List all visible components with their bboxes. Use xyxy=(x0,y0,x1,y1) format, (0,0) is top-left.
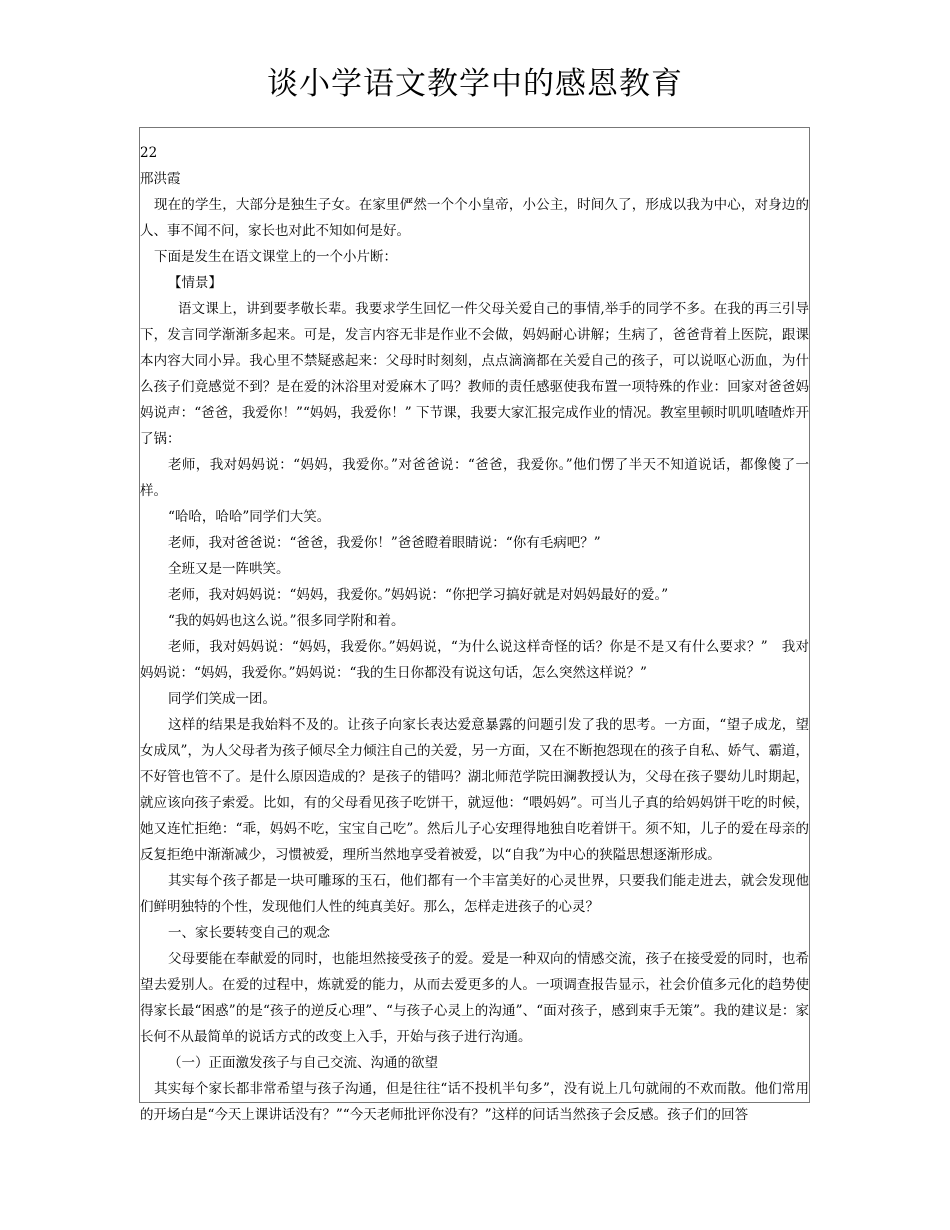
content-frame xyxy=(139,127,810,1123)
paragraph: “我的妈妈也这么说。”很多同学附和着。 xyxy=(168,613,405,629)
paragraph: 老师，我对妈妈说：“妈妈，我爱你。”对爸爸说：“爸爸，我爱你。”他们愣了半天不知道说话，都像傻了一样。 xyxy=(140,457,809,499)
paragraph: 其实每个孩子都是一块可雕琢的玉石，他们都有一个丰富美好的心灵世界，只要我们能走进去，就会发现他们鲜明独特的个性，发现他们人性的纯真美好。那么，怎样走进孩子的心灵？ xyxy=(140,873,809,915)
author-name: 邢洪霞 xyxy=(140,171,181,187)
article-body xyxy=(140,128,809,1128)
section-heading: 一、家长要转变自己的观念 xyxy=(168,925,330,941)
paragraph: 语文课上，讲到要孝敬长辈。我要求学生回忆一件父母关爱自己的事情,举手的同学不多。在我的再三引导下，发言同学渐渐多起来。可是，发言内容无非是作业不会做，妈妈耐心讲解；生病了，爸爸背着上医院，跟课本内容大同小异。我心里不禁疑惑起来：父母时时刻刻，点点滴滴都在关爱自己的孩子，可以说呕心沥血，为什么孩子们竟感觉不到？是在爱的沐浴里对爱麻木了吗？教师的责任感驱使我布置一项特殊的作业：回家对爸爸妈妈说声：“爸爸，我爱你！”“妈妈，我爱你！” 下节课，我要大家汇报完成作业的情况。教室里顿时叽叽喳喳炸开了锅： xyxy=(140,301,809,447)
paragraph: 这样的结果是我始料不及的。让孩子向家长表达爱意暴露的问题引发了我的思考。一方面，“望子成龙，望女成凤”，为人父母者为孩子倾尽全力倾注自己的关爱，另一方面，又在不断抱怨现在的孩子自私、娇气、霸道，不好管也管不了。是什么原因造成的？是孩子的错吗？湖北师范学院田澜教授认为，父母在孩子婴幼儿时期起，就应该向孩子索爱。比如，有的父母看见孩子吃饼干，就逗他：“喂妈妈”。可当儿子真的给妈妈饼干吃的时候，她又连忙拒绝：“乖，妈妈不吃，宝宝自己吃”。然后儿子心安理得地独自吃着饼干。须不知，儿子的爱在母亲的反复拒绝中渐渐减少，习惯被爱，理所当然地享受着被爱，以“自我”为中心的狭隘思想逐渐形成。 xyxy=(140,717,809,863)
paragraph: 其实每个家长都非常希望与孩子沟通，但是往往“话不投机半句多”，没有说上几句就闹的不欢而散。他们常用的开场白是“今天上课讲话没有？”“今天老师批评你没有？”这样的问话当然孩子会反感。孩子们的回答 xyxy=(140,1081,809,1123)
section-label: 【情景】 xyxy=(168,275,222,291)
paragraph: 老师，我对妈妈说：“妈妈，我爱你。”妈妈说：“你把学习搞好就是对妈妈最好的爱。” xyxy=(168,587,669,603)
article-number: 22 xyxy=(140,145,158,161)
paragraph: “哈哈，哈哈”同学们大笑。 xyxy=(168,509,331,525)
subsection-heading: （一）正面激发孩子与自己交流、沟通的欲望 xyxy=(168,1055,438,1071)
paragraph: 老师，我对爸爸说：“爸爸，我爱你！”爸爸瞪着眼睛说：“你有毛病吧？” xyxy=(168,535,601,551)
paragraph: 现在的学生，大部分是独生子女。在家里俨然一个个小皇帝，小公主，时间久了，形成以我为中心，对身边的人、事不闻不问，家长也对此不知如何是好。 xyxy=(140,197,809,239)
paragraph: 下面是发生在语文课堂上的一个小片断： xyxy=(154,249,397,265)
document-title: 谈小学语文教学中的感恩教育 xyxy=(267,66,683,102)
paragraph: 同学们笑成一团。 xyxy=(168,691,276,707)
paragraph: 老师，我对妈妈说：“妈妈，我爱你。”妈妈说，“为什么说这样奇怪的话？你是不是又有什么要求？” 我对妈妈说：“妈妈，我爱你。”妈妈说：“我的生日你都没有说这句话，怎么突然这样说？” xyxy=(140,639,809,681)
paragraph: 父母要能在奉献爱的同时，也能坦然接受孩子的爱。爱是一种双向的情感交流，孩子在接受爱的同时，也希望去爱别人。在爱的过程中，炼就爱的能力，从而去爱更多的人。一项调查报告显示，社会价值多元化的趋势使得家长最“困惑”的是“孩子的逆反心理”、“与孩子心灵上的沟通”、“面对孩子，感到束手无策”。我的建议是：家长何不从最简单的说话方式的改变上入手，开始与孩子进行沟通。 xyxy=(140,951,809,1045)
paragraph: 全班又是一阵哄笑。 xyxy=(168,561,290,577)
